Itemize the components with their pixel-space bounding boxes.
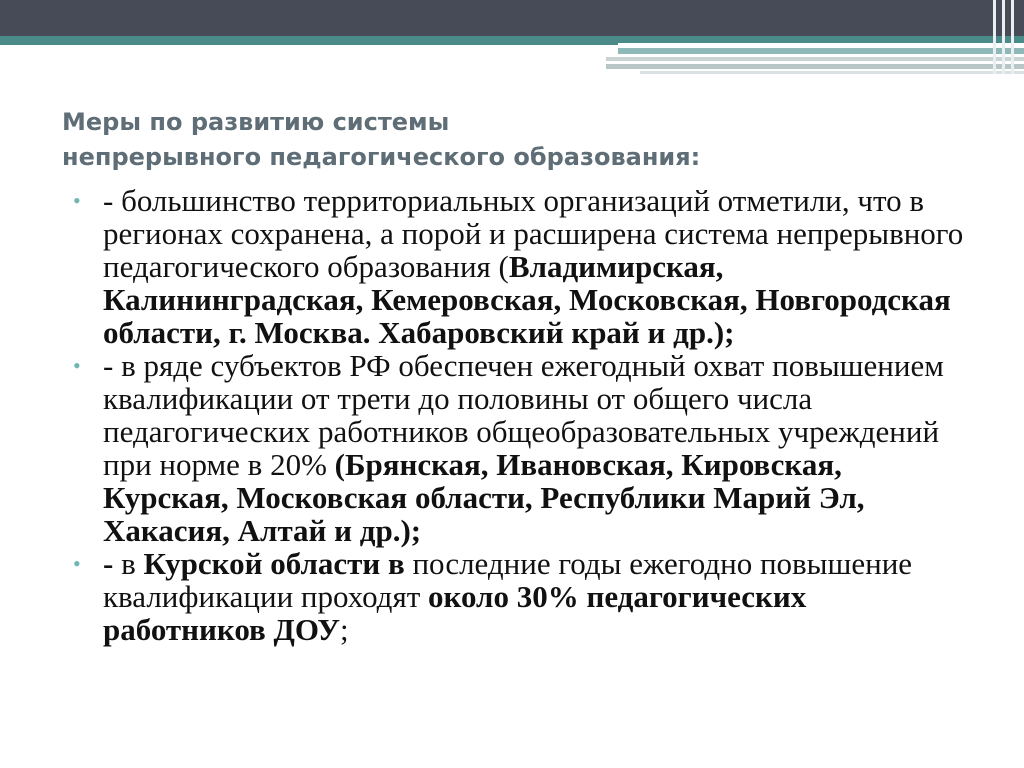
bullet-icon: • (73, 353, 81, 378)
header-band (0, 0, 1024, 36)
list-item-text (103, 546, 912, 647)
decorative-vertical-bar (993, 0, 996, 74)
bullet-icon: • (73, 551, 81, 576)
text-run-bold: Курской области в (143, 546, 405, 581)
text-run: последние годы ежегодно повышение квалификации проходят (103, 546, 913, 614)
bullet-icon: • (73, 188, 81, 213)
decorative-vertical-bar (1011, 0, 1014, 74)
decorative-stripe (640, 71, 1024, 74)
text-run-bold: около 30% педагогических работников ДОУ (103, 579, 807, 647)
decorative-stripe (618, 48, 1024, 54)
list-item (68, 349, 968, 547)
decorative-stripe (606, 57, 1024, 61)
list-item-text (103, 183, 963, 350)
slide-title (62, 105, 942, 175)
text-run: - в ряде субъектов РФ обеспечен ежегодный охват повышением квалификации от трети до половины от общего числа педагогических работников общеобразовательных учреждений при норме в 20% (103, 348, 944, 482)
text-run: - большинство территориальных организаций отметили, что в регионах сохранена, а порой и расширена система непрерывного педагогического образования ( (103, 183, 964, 284)
slide-title-line-2: непрерывного педагогического образования: (62, 143, 701, 171)
text-run-bold: - (103, 546, 114, 581)
decorative-stripe (618, 43, 1024, 46)
slide-title-line-1: Меры по развитию системы (62, 108, 450, 136)
text-run: в (113, 546, 144, 581)
text-run: ; (340, 612, 349, 647)
decorative-vertical-bar (1002, 0, 1005, 74)
text-run-bold: (Брянская, Ивановская, Кировская, Курская, Московская области, Республики Марий Эл, Хакасия, Алтай и др.); (103, 447, 865, 548)
list-item (68, 547, 968, 646)
bullet-list (68, 184, 968, 646)
list-item-text (103, 348, 944, 548)
text-run-bold: Владимирская, Калининградская, Кемеровская, Московская, Новгородская области, г. Москва. Хабаровский край и др.); (103, 249, 951, 350)
list-item (68, 184, 968, 349)
decorative-stripe (606, 64, 1024, 69)
